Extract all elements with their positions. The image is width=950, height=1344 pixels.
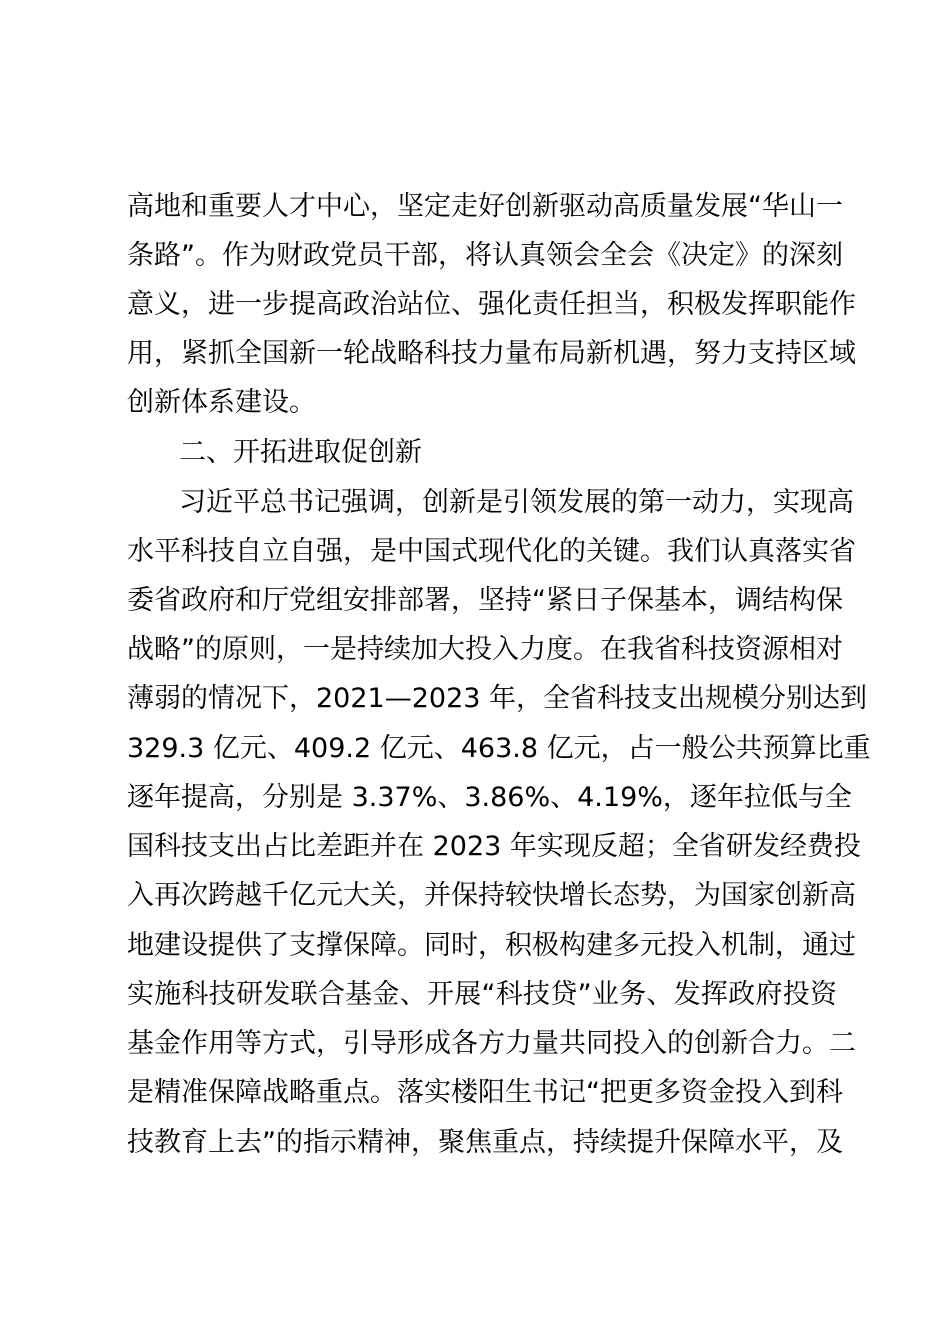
text-line: 329.3 亿元、409.2 亿元、463.8 亿元，占一般公共预算比重 bbox=[127, 733, 871, 764]
text-line: 意义，进一步提高政治站位、强化责任担当，积极发挥职能作 bbox=[127, 289, 856, 320]
text-line: 入再次跨越千亿元大关，并保持较快增长态势，为国家创新高 bbox=[127, 880, 856, 911]
text-line: 薄弱的情况下，2021—2023 年，全省科技支出规模分别达到 bbox=[127, 683, 868, 714]
text-line: 地建设提供了支撑保障。同时，积极构建多元投入机制，通过 bbox=[127, 930, 856, 961]
text-line: 条路”。作为财政党员干部，将认真领会全会《决定》的深刻 bbox=[127, 240, 843, 271]
text-line: 国科技支出占比差距并在 2023 年实现反超；全省研发经费投 bbox=[127, 831, 861, 862]
text-line: 委省政府和厅党组安排部署，坚持“紧日子保基本，调结构保 bbox=[127, 585, 843, 616]
text-line: 战略”的原则，一是持续加大投入力度。在我省科技资源相对 bbox=[127, 634, 843, 665]
text-line: 高地和重要人才中心，坚定走好创新驱动高质量发展“华山一 bbox=[127, 191, 843, 222]
text-line: 是精准保障战略重点。落实楼阳生书记“把更多资金投入到科 bbox=[127, 1077, 843, 1108]
text-line: 实施科技研发联合基金、开展“科技贷”业务、发挥政府投资 bbox=[127, 979, 837, 1010]
text-line: 技教育上去”的指示精神，聚焦重点，持续提升保障水平，及 bbox=[127, 1127, 843, 1158]
text-line: 水平科技自立自强，是中国式现代化的关键。我们认真落实省 bbox=[127, 536, 856, 567]
section-heading: 二、开拓进取促创新 bbox=[179, 437, 422, 468]
text-line: 基金作用等方式，引导形成各方力量共同投入的创新合力。二 bbox=[127, 1028, 856, 1059]
text-line: 用，紧抓全国新一轮战略科技力量布局新机遇，努力支持区域 bbox=[127, 338, 856, 369]
text-line: 创新体系建设。 bbox=[127, 387, 316, 418]
text-line: 逐年提高，分别是 3.37%、3.86%、4.19%，逐年拉低与全 bbox=[127, 782, 852, 813]
text-line: 习近平总书记强调，创新是引领发展的第一动力，实现高 bbox=[179, 487, 854, 518]
